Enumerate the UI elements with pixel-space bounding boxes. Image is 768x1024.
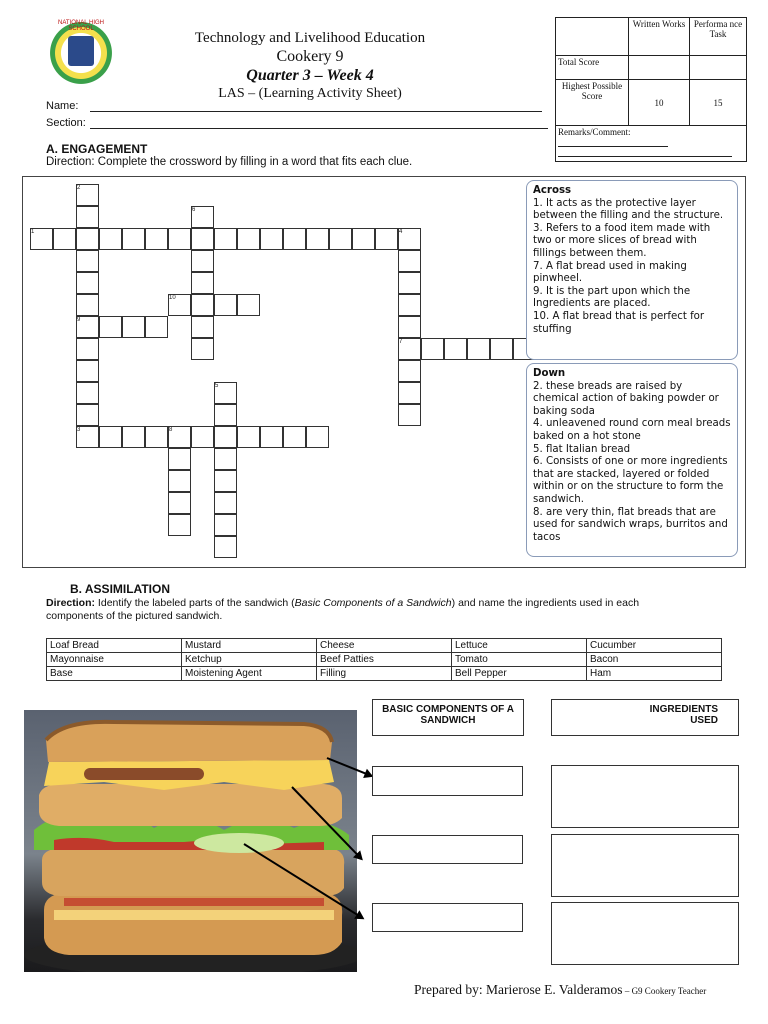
teacher-role: – G9 Cookery Teacher <box>622 986 707 996</box>
across-clue: 1. It acts as the protective layer between the filling and the structure. <box>533 197 724 222</box>
crossword-cell[interactable] <box>76 294 99 316</box>
ingredients-answer-box[interactable] <box>551 834 739 897</box>
crossword-cell[interactable] <box>214 228 237 250</box>
crossword-cell[interactable] <box>191 272 214 294</box>
crossword-cell[interactable] <box>398 382 421 404</box>
crossword-cell[interactable] <box>283 426 306 448</box>
crossword-cell[interactable] <box>122 316 145 338</box>
word-bank-table <box>46 638 722 681</box>
crossword-cell[interactable] <box>237 426 260 448</box>
crossword-cell[interactable] <box>237 228 260 250</box>
clue-number: 2 <box>77 185 81 191</box>
crossword-cell[interactable] <box>145 228 168 250</box>
crossword-cell[interactable] <box>490 338 513 360</box>
word-cell: Cheese <box>317 639 452 653</box>
word-cell: Bell Pepper <box>452 667 587 681</box>
crossword-cell[interactable] <box>76 404 99 426</box>
prepared-by <box>414 982 706 998</box>
clue-number: 3 <box>77 427 81 433</box>
crossword-cell[interactable] <box>214 536 237 558</box>
down-clue: 5. flat Italian bread <box>533 443 631 455</box>
crossword-cell[interactable] <box>306 426 329 448</box>
sandwich-illustration <box>24 710 357 972</box>
hps-written: 10 <box>629 80 690 126</box>
crossword-cell[interactable] <box>191 228 214 250</box>
word-cell: Moistening Agent <box>182 667 317 681</box>
crossword-cell[interactable] <box>145 426 168 448</box>
assimilation-direction <box>46 597 666 623</box>
remarks-label: Remarks/Comment: <box>558 127 631 137</box>
word-cell: Ham <box>587 667 722 681</box>
engagement-direction: Direction: Complete the crossword by filling in a word that fits each clue. <box>46 156 413 168</box>
clue-number: 1 <box>31 229 35 235</box>
crossword-cell[interactable] <box>191 426 214 448</box>
crossword-cell[interactable] <box>191 316 214 338</box>
crossword-cell[interactable] <box>214 470 237 492</box>
engagement-heading: A. ENGAGEMENT <box>46 142 148 156</box>
ingredients-header: INGREDIENTS USED <box>551 699 739 736</box>
crossword-cell[interactable] <box>260 228 283 250</box>
word-cell: Base <box>47 667 182 681</box>
crossword-cell[interactable] <box>76 206 99 228</box>
crossword-cell[interactable] <box>329 228 352 250</box>
across-clue: 3. Refers to a food item made with two or more slices of bread with fillings between them. <box>533 222 711 259</box>
basic-components-header: BASIC COMPONENTS OF A SANDWICH <box>372 699 524 736</box>
name-label: Name: <box>46 100 79 112</box>
crossword-cell[interactable] <box>444 338 467 360</box>
ingredients-answer-box[interactable] <box>551 902 739 965</box>
section-label: Section: <box>46 117 86 129</box>
component-answer-box[interactable] <box>372 903 523 932</box>
crossword-cell[interactable] <box>168 448 191 470</box>
across-clue: 7. A flat bread used in making pinwheel. <box>533 260 687 285</box>
clue-number: 7 <box>399 339 403 345</box>
crossword-cell[interactable] <box>76 360 99 382</box>
subject-title: Technology and Livelihood Education <box>194 30 426 46</box>
assimilation-heading: B. ASSIMILATION <box>70 582 170 596</box>
crossword-cell[interactable] <box>237 294 260 316</box>
down-clue: 4. unleavened round corn meal breads baked on a hot stone <box>533 418 731 442</box>
word-cell: Loaf Bread <box>47 639 182 653</box>
crossword-cell[interactable] <box>168 228 191 250</box>
table-row <box>47 653 722 667</box>
clue-number: 4 <box>399 229 403 235</box>
clue-number: 8 <box>169 427 173 433</box>
crossword-cell[interactable] <box>352 228 375 250</box>
crossword-cell[interactable] <box>99 228 122 250</box>
quarter-title: Quarter 3 – Week 4 <box>246 67 374 84</box>
down-clue: 8. are very thin, flat breads that are used for sandwich wraps, burritos and tacos <box>533 506 728 543</box>
direction-text-2: ) and name the ingredients used in each components of the pictured sandwich. <box>46 597 640 622</box>
crossword-cell[interactable] <box>421 338 444 360</box>
crossword-cell[interactable] <box>76 338 99 360</box>
crossword-cell[interactable] <box>99 426 122 448</box>
ingredients-answer-box[interactable] <box>551 765 739 828</box>
crossword-cell[interactable] <box>398 316 421 338</box>
across-clue: 9. It is the part upon which the Ingredients are placed. <box>533 285 691 310</box>
sandwich-photo <box>24 710 357 972</box>
word-cell: Ketchup <box>182 653 317 667</box>
crossword-cell[interactable] <box>53 228 76 250</box>
crossword-cell[interactable] <box>398 360 421 382</box>
clue-number: 9 <box>77 317 81 323</box>
component-answer-box[interactable] <box>372 835 523 864</box>
las-title: LAS – (Learning Activity Sheet) <box>218 86 402 101</box>
crossword-cell[interactable] <box>76 228 99 250</box>
crossword-cell[interactable] <box>191 250 214 272</box>
word-cell: Cucumber <box>587 639 722 653</box>
crossword-cell[interactable] <box>283 228 306 250</box>
table-row <box>47 639 722 653</box>
crossword-cell[interactable] <box>260 426 283 448</box>
word-cell: Lettuce <box>452 639 587 653</box>
logo-text: NATIONAL HIGH SCHOOL <box>57 20 104 32</box>
performance-task-header: Performa nce Task <box>690 18 747 56</box>
clue-number: 5 <box>215 383 219 389</box>
across-clue: 10. A flat bread that is perfect for stuffing <box>533 310 705 335</box>
down-clue: 2. these breads are raised by chemical action of baking powder or baking soda <box>533 380 719 417</box>
written-works-header: Written Works <box>629 18 690 56</box>
component-answer-box[interactable] <box>372 766 523 796</box>
crossword-cell[interactable] <box>76 250 99 272</box>
crossword-cell[interactable] <box>122 228 145 250</box>
word-cell: Bacon <box>587 653 722 667</box>
total-score-label: Total Score <box>556 56 629 80</box>
crossword-cell[interactable] <box>375 228 398 250</box>
clue-number: 6 <box>192 207 196 213</box>
crossword-cell[interactable] <box>214 492 237 514</box>
crossword-cell[interactable] <box>214 514 237 536</box>
word-cell: Mustard <box>182 639 317 653</box>
crossword-cell[interactable] <box>168 514 191 536</box>
across-title: Across <box>533 185 572 196</box>
crossword-cell[interactable] <box>99 316 122 338</box>
crossword-cell[interactable] <box>76 272 99 294</box>
crossword-cell[interactable] <box>145 316 168 338</box>
direction-italic: Basic Components of a Sandwich <box>294 597 452 609</box>
down-clue: 6. Consists of one or more ingredients that are stacked, layered or folded within or on the structure to form the sandwich. <box>533 456 728 505</box>
crossword-cell[interactable] <box>76 382 99 404</box>
crossword-cell[interactable] <box>467 338 490 360</box>
direction-text-1: Identify the labeled parts of the sandwich ( <box>95 597 295 609</box>
crossword-cell[interactable] <box>398 272 421 294</box>
crossword-cell[interactable] <box>191 294 214 316</box>
down-clues-box <box>526 363 738 557</box>
crossword-cell[interactable] <box>214 294 237 316</box>
crossword-cell[interactable] <box>398 250 421 272</box>
prepared-by-text: Prepared by: Marierose E. Valderamos <box>414 982 623 997</box>
word-cell: Mayonnaise <box>47 653 182 667</box>
down-title: Down <box>533 368 566 379</box>
course-title: Cookery 9 <box>276 48 344 65</box>
direction-label: Direction: <box>46 597 96 609</box>
word-cell: Filling <box>317 667 452 681</box>
clue-number: 10 <box>169 295 176 301</box>
across-clues-box <box>526 180 738 360</box>
table-row <box>47 667 722 681</box>
crossword-cell[interactable] <box>306 228 329 250</box>
crossword-cell[interactable] <box>214 404 237 426</box>
word-cell: Beef Patties <box>317 653 452 667</box>
crossword-cell[interactable] <box>214 448 237 470</box>
crossword-cell[interactable] <box>398 294 421 316</box>
crossword-cell[interactable] <box>191 338 214 360</box>
hps-label: Highest Possible Score <box>556 80 629 126</box>
crossword-cell[interactable] <box>122 426 145 448</box>
crossword-cell[interactable] <box>168 470 191 492</box>
crossword-cell[interactable] <box>214 426 237 448</box>
hps-performance: 15 <box>690 80 747 126</box>
crossword-cell[interactable] <box>168 492 191 514</box>
word-cell: Tomato <box>452 653 587 667</box>
crossword-cell[interactable] <box>398 404 421 426</box>
